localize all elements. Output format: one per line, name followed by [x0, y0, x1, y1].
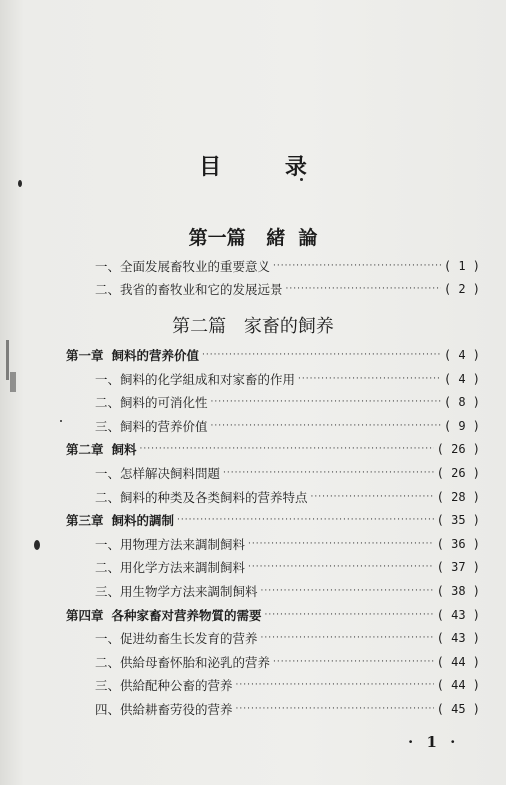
toc-entry-label: 一、促进幼畜生长发育的营养 [95, 631, 258, 646]
toc-entry-page: ( 4 ) [443, 348, 480, 362]
toc-entry-label: 三、飼料的营养价值 [95, 419, 208, 434]
toc-entry-label: 一、飼料的化学組成和对家畜的作用 [95, 372, 296, 387]
chapter-title: 飼料的調制 [111, 513, 175, 528]
part-heading [0, 223, 506, 250]
toc-entry-page: ( 35 ) [436, 513, 480, 527]
leader-dots [273, 255, 441, 277]
leader-dots [248, 556, 434, 578]
toc-chapter-entry[interactable] [66, 344, 480, 366]
toc-chapter-entry[interactable] [66, 438, 480, 460]
toc-entry-page: ( 26 ) [436, 466, 480, 480]
toc-entry-page: ( 9 ) [443, 419, 480, 433]
toc-entry-page: ( 4 ) [443, 372, 480, 386]
toc-entry-label [66, 606, 265, 624]
toc-entry-label: 二、用化学方法来調制飼料 [95, 560, 246, 575]
toc-entry-page: ( 44 ) [436, 655, 480, 669]
toc-entry-label [66, 511, 177, 529]
toc-entry-page: ( 1 ) [443, 259, 480, 273]
toc-entry-page: ( 38 ) [436, 584, 480, 598]
toc-section-entry[interactable] [95, 580, 480, 602]
toc-section-entry[interactable] [95, 556, 480, 578]
toc-entry-page: ( 2 ) [443, 282, 480, 296]
scan-edge-mark [6, 340, 9, 380]
toc-chapter-entry[interactable] [66, 509, 480, 531]
leader-dots [202, 344, 441, 366]
toc-chapter-entry[interactable] [66, 604, 480, 626]
toc-entry-label: 一、用物理方法来調制飼料 [95, 537, 246, 552]
leader-dots [261, 627, 434, 649]
toc-entry-page: ( 8 ) [443, 395, 480, 409]
toc-entry-label [66, 346, 202, 364]
toc-section-entry[interactable] [95, 651, 480, 673]
part-name: 緒 論 [266, 227, 318, 249]
toc-entry-label: 四、供給耕畜劳役的营养 [95, 702, 233, 717]
leader-dots [311, 486, 434, 508]
leader-dots [211, 415, 441, 437]
toc-entry-page: ( 44 ) [436, 678, 480, 692]
scan-speck [60, 420, 62, 422]
toc-entry-label [66, 440, 140, 458]
toc-section-entry[interactable] [95, 533, 480, 555]
chapter-title: 飼料 [111, 442, 137, 457]
toc-entry-page: ( 26 ) [436, 442, 480, 456]
toc-title: 目 录 [199, 154, 335, 180]
toc-entry[interactable] [95, 278, 480, 300]
leader-dots [211, 391, 441, 413]
toc-section-entry[interactable] [95, 627, 480, 649]
toc-entry-page: ( 37 ) [436, 560, 480, 574]
toc-section-entry[interactable] [95, 368, 480, 390]
part-heading [0, 312, 506, 338]
toc-entry-label: 二、我省的畜牧业和它的发展远景 [95, 282, 283, 297]
toc-entry-label: 二、供給母畜怀胎和泌乳的营养 [95, 655, 271, 670]
leader-dots [177, 509, 434, 531]
leader-dots [261, 580, 434, 602]
toc-entry-page: ( 43 ) [436, 608, 480, 622]
toc-entry-page: ( 43 ) [436, 631, 480, 645]
toc-entry-label: 三、用生物学方法来調制飼料 [95, 584, 258, 599]
leader-dots [286, 278, 441, 300]
chapter-number: 第一章 [66, 348, 104, 363]
toc-entry-page: ( 45 ) [436, 702, 480, 716]
leader-dots [236, 698, 434, 720]
part-name: 家畜的飼养 [243, 316, 334, 337]
toc-entry-page: ( 28 ) [436, 490, 480, 504]
leader-dots [248, 533, 434, 555]
toc-entry[interactable] [95, 255, 480, 277]
leader-dots [140, 438, 434, 460]
toc-section-entry[interactable] [95, 462, 480, 484]
scan-edge-mark [10, 372, 16, 392]
leader-dots [223, 462, 434, 484]
toc-entry-label: 二、飼料的种类及各类飼料的营养特点 [95, 490, 308, 505]
toc-entry-label: 二、飼料的可消化性 [95, 395, 208, 410]
leader-dots [236, 674, 434, 696]
toc-section-entry[interactable] [95, 698, 480, 720]
scan-speck [18, 180, 22, 187]
chapter-number: 第二章 [66, 442, 104, 457]
chapter-number: 第三章 [66, 513, 104, 528]
toc-entry-label: 一、怎样解决飼料問題 [95, 466, 221, 481]
page-number: · 1 · [408, 733, 460, 751]
leader-dots [298, 368, 441, 390]
toc-section-entry[interactable] [95, 415, 480, 437]
toc-entry-page: ( 36 ) [436, 537, 480, 551]
chapter-title: 各种家畜对营养物質的需要 [111, 608, 262, 623]
leader-dots [265, 604, 434, 626]
chapter-title: 飼料的营养价值 [111, 348, 200, 363]
part-label: 第二篇 [172, 316, 227, 337]
scan-speck [34, 540, 40, 550]
toc-entry-label: 一、全面发展畜牧业的重要意义 [95, 259, 271, 274]
toc-section-entry[interactable] [95, 674, 480, 696]
toc-section-entry[interactable] [95, 486, 480, 508]
part-label: 第一篇 [188, 227, 246, 249]
toc-entry-label: 三、供給配种公畜的营养 [95, 678, 233, 693]
leader-dots [273, 651, 434, 673]
toc-section-entry[interactable] [95, 391, 480, 413]
chapter-number: 第四章 [66, 608, 104, 623]
